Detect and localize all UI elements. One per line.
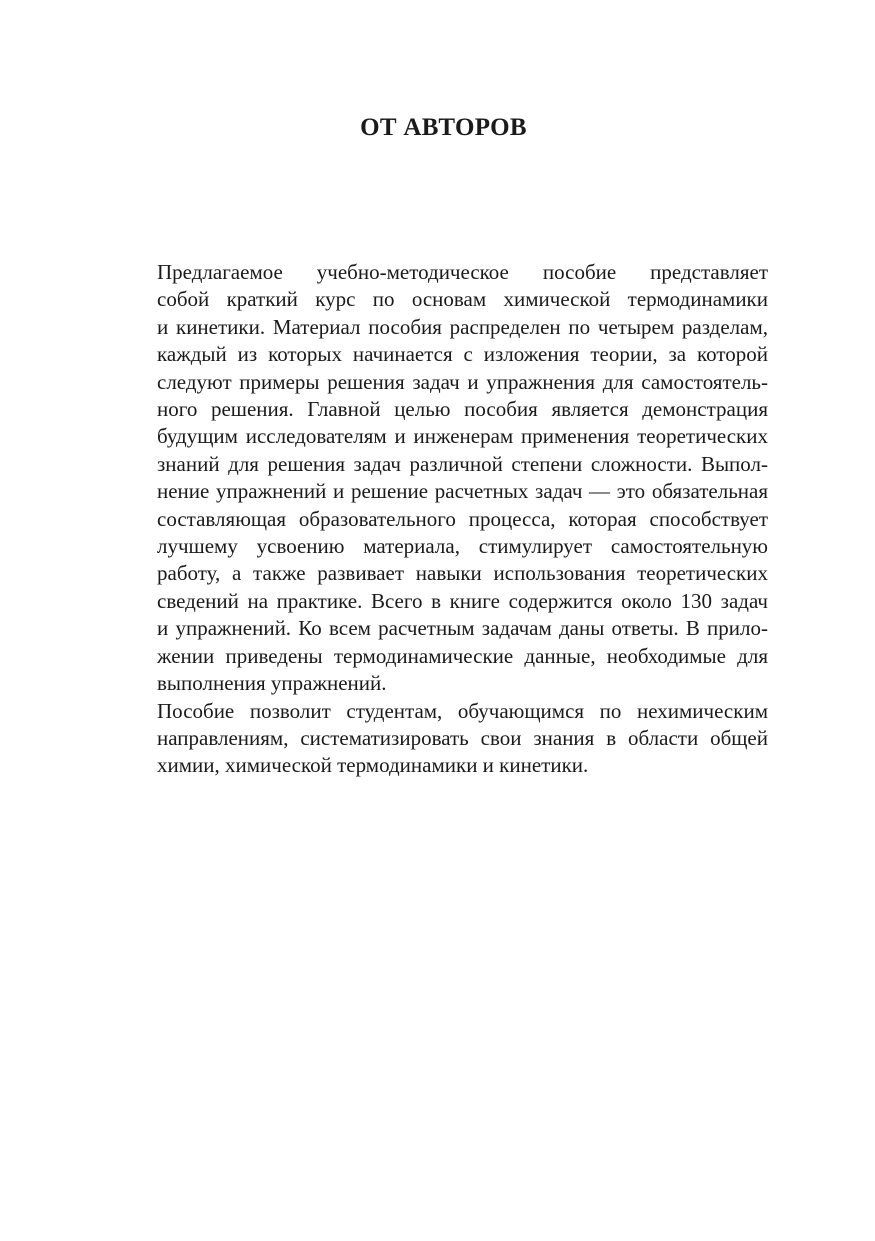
- body-text: [117, 259, 768, 780]
- text-line: знаний для решения задач различной степени сложности. Выпол-: [157, 451, 768, 476]
- text-line: сведений на практике. Всего в книге содержится около 130 задач: [157, 588, 768, 613]
- text-line: жении приведены термодинамические данные, необходимые для: [157, 643, 768, 668]
- paragraph-2: [117, 698, 768, 780]
- page-title: ОТ АВТОРОВ: [360, 114, 527, 141]
- text-line: будущим исследователям и инженерам применения теоретических: [157, 424, 768, 449]
- text-line: каждый из которых начинается с изложения теории, за которой: [157, 342, 768, 367]
- text-line: выполнения упражнений.: [157, 671, 387, 696]
- text-line: химии, химической термодинамики и кинетики.: [157, 753, 589, 778]
- text-line: собой краткий курс по основам химической термодинамики: [157, 287, 768, 312]
- text-line: Предлагаемое учебно-методическое пособие представляет: [157, 260, 768, 284]
- text-line: следуют примеры решения задач и упражнения для самостоятель-: [157, 369, 768, 394]
- text-line: работу, а также развивает навыки использования теоретических: [157, 561, 768, 586]
- text-line: и кинетики. Материал пособия распределен по четырем разделам,: [157, 314, 768, 339]
- paragraph-1: [117, 259, 768, 698]
- text-line: нение упражнений и решение расчетных задач — это обязательная: [157, 479, 768, 504]
- text-line: направлениям, систематизировать свои знания в области общей: [157, 725, 768, 750]
- text-line: и упражнений. Ко всем расчетным задачам даны ответы. В прило-: [157, 616, 768, 641]
- text-line: составляющая образовательного процесса, которая способствует: [157, 506, 768, 531]
- text-line: лучшему усвоению материала, стимулирует самостоятельную: [157, 534, 768, 559]
- text-line: ного решения. Главной целью пособия является демонстрация: [157, 397, 768, 422]
- text-line: Пособие позволит студентам, обучающимся по нехимическим: [157, 698, 768, 723]
